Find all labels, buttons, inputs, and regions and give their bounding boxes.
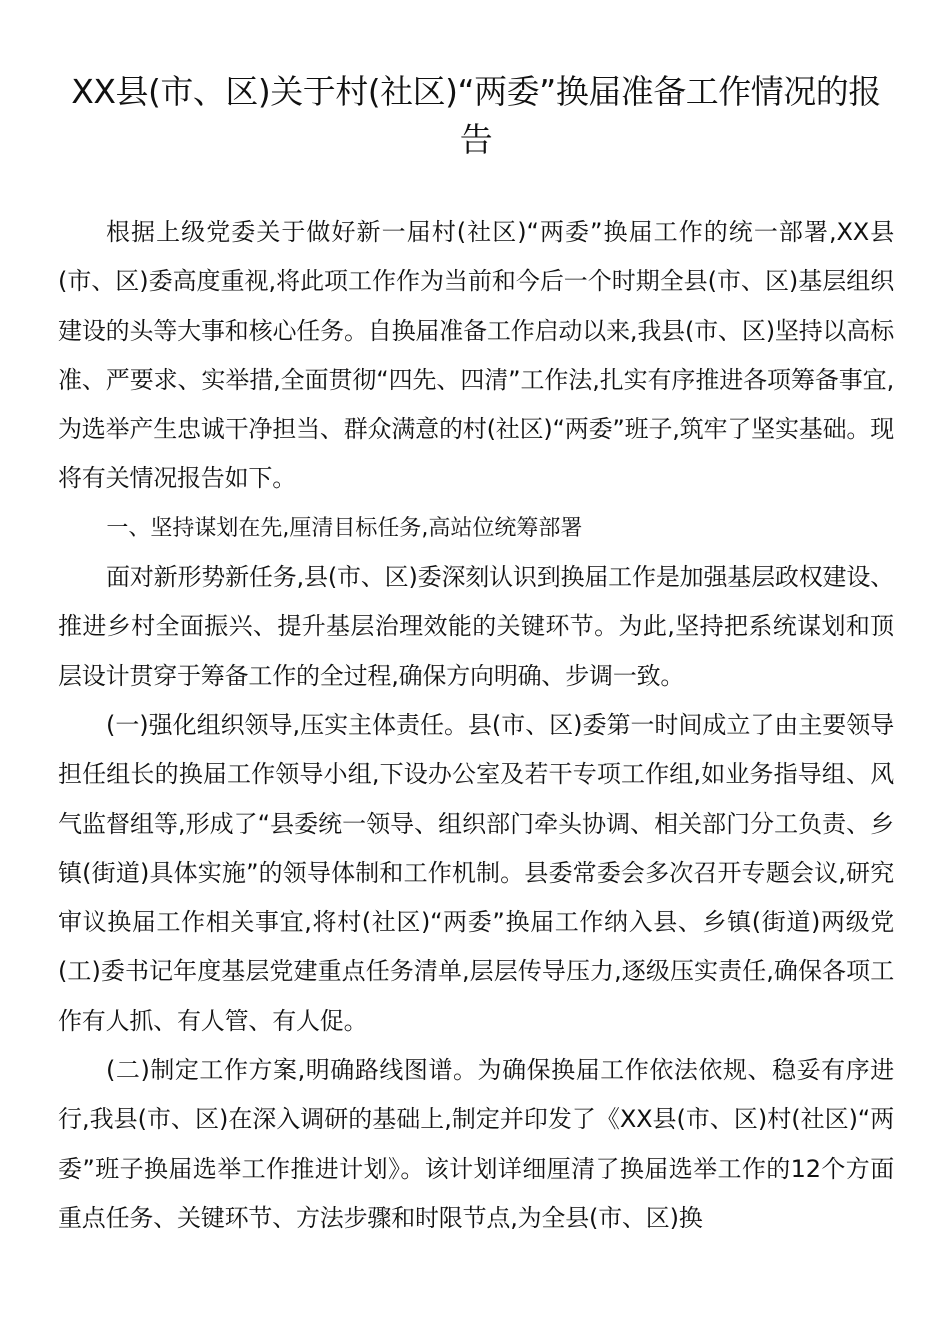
section-heading-1: 一、坚持谋划在先,厘清目标任务,高站位统筹部署 [106, 515, 583, 541]
subsection-1-paragraph: (一)强化组织领导,压实主体责任。县(市、区)委第一时间成立了由主要领导担任组长的换届工作领导小组,下设办公室及若干专项工作组,如业务指导组、风气监督组等,形成了“县委统一领导、组织部门牵头协调、相关部门分工负责、乡镇(街道)具体实施”的领导体制和工作机制。县委常委会多次召开专题会议,研究审议换届工作相关事宜,将村(社区)“两委”换届工作纳入县、乡镇(街道)两级党(工)委书记年度基层党建重点任务清单,层层传导压力,逐级压实责任,确保各项工作有人抓、有人管、有人促。 [58, 710, 894, 1035]
intro-paragraph: 根据上级党委关于做好新一届村(社区)“两委”换届工作的统一部署,XX县(市、区)委高度重视,将此项工作作为当前和今后一个时期全县(市、区)基层组织建设的头等大事和核心任务。自换届准备工作启动以来,我县(市、区)坚持以高标准、严要求、实举措,全面贯彻“四先、四清”工作法,扎实有序推进各项筹备事宜,为选举产生忠诚干净担当、群众满意的村(社区)“两委”班子,筑牢了坚实基础。现将有关情况报告如下。 [58, 218, 894, 493]
document-title: XX县(市、区)关于村(社区)“两委”换届准备工作情况的报告 [71, 72, 881, 159]
section-1-paragraph: 面对新形势新任务,县(市、区)委深刻认识到换届工作是加强基层政权建设、推进乡村全面振兴、提升基层治理效能的关键环节。为此,坚持把系统谋划和顶层设计贯穿于筹备工作的全过程,确保方向明确、步调一致。 [58, 563, 894, 690]
subsection-2-paragraph: (二)制定工作方案,明确路线图谱。为确保换届工作依法依规、稳妥有序进行,我县(市、区)在深入调研的基础上,制定并印发了《XX县(市、区)村(社区)“两委”班子换届选举工作推进计划》。该计划详细厘清了换届选举工作的12个方面重点任务、关键环节、方法步骤和时限节点,为全县(市、区)换 [58, 1056, 894, 1232]
document-body [58, 208, 894, 1243]
